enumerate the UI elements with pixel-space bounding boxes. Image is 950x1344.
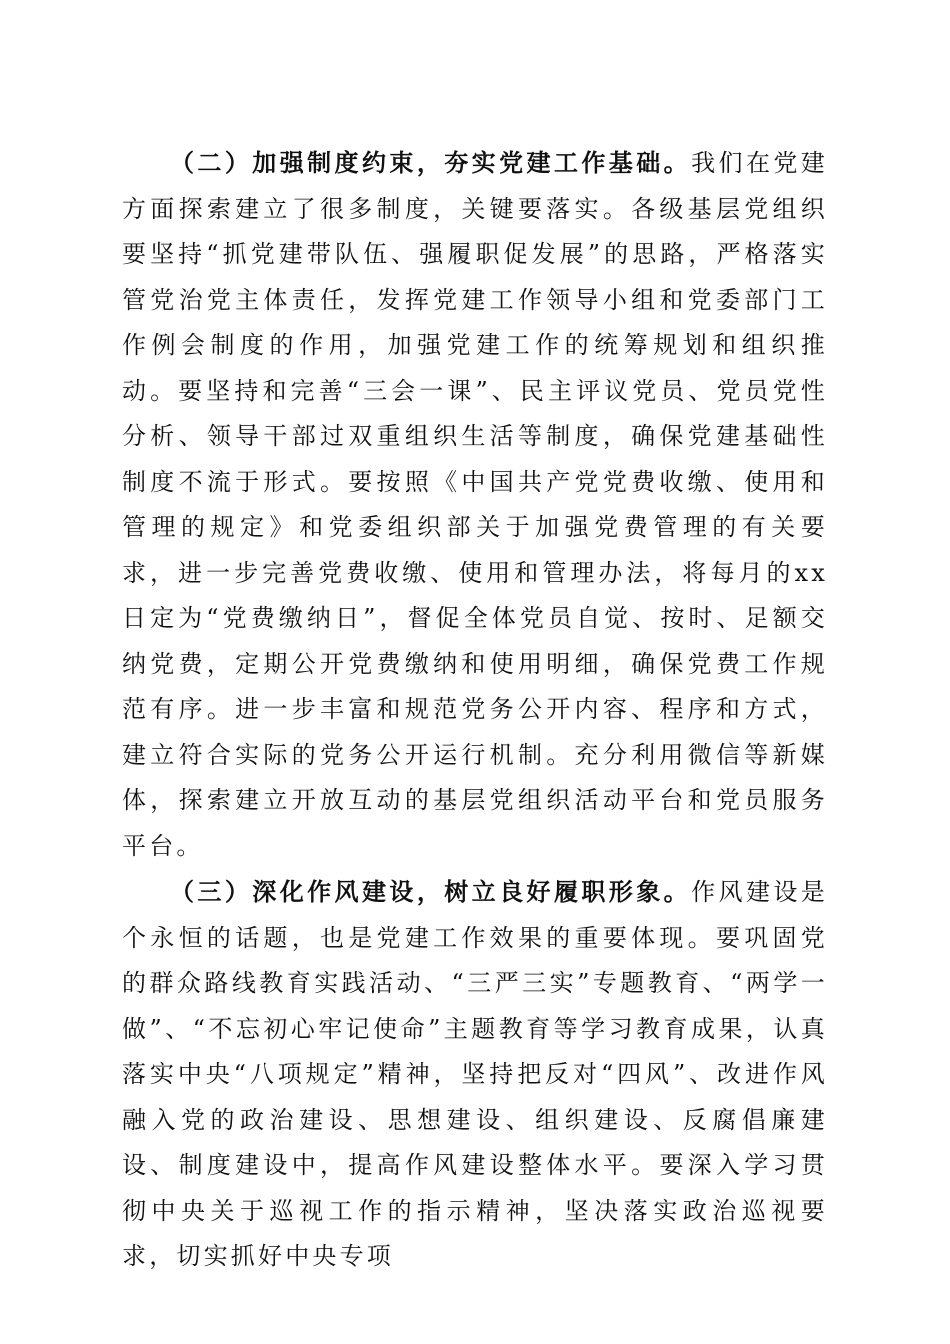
document-page: [122, 140, 828, 1280]
paragraph-body: 我们在党建方面探索建立了很多制度，关键要落实。各级基层党组织要坚持“抓党建带队伍、强履职促发展”的思路，严格落实管党治党主体责任，发挥党建工作领导小组和党委部门工作例会制度的作用，加强党建工作的统筹规划和组织推动。要坚持和完善“三会一课”、民主评议党员、党员党性分析、领导干部过双重组织生活等制度，确保党建基础性制度不流于形式。要按照《中国共产党党费收缴、使用和管理的规定》和党委组织部关于加强党费管理的有关要求，进一步完善党费收缴、使用和管理办法，将每月的xx日定为“党费缴纳日”，督促全体党员自觉、按时、足额交纳党费，定期公开党费缴纳和使用明细，确保党费工作规范有序。进一步丰富和规范党务公开内容、程序和方式，建立符合实际的党务公开运行机制。充分利用微信等新媒体，探索建立开放互动的基层党组织活动平台和党员服务平台。: [122, 149, 828, 860]
paragraph-heading: （三）深化作风建设，树立良好履职形象。: [170, 877, 692, 906]
paragraph-2: [122, 140, 828, 869]
paragraph-3: [122, 869, 828, 1280]
paragraph-heading: （二）加强制度约束，夯实党建工作基础。: [170, 148, 692, 177]
paragraph-body: 作风建设是个永恒的话题，也是党建工作效果的重要体现。要巩固党的群众路线教育实践活动、“三严三实”专题教育、“两学一做”、“不忘初心牢记使命”主题教育等学习教育成果，认真落实中央“八项规定”精神，坚持把反对“四风”、改进作风融入党的政治建设、思想建设、组织建设、反腐倡廉建设、制度建设中，提高作风建设整体水平。要深入学习贯彻中央关于巡视工作的指示精神，坚决落实政治巡视要求，切实抓好中央专项: [122, 878, 828, 1270]
